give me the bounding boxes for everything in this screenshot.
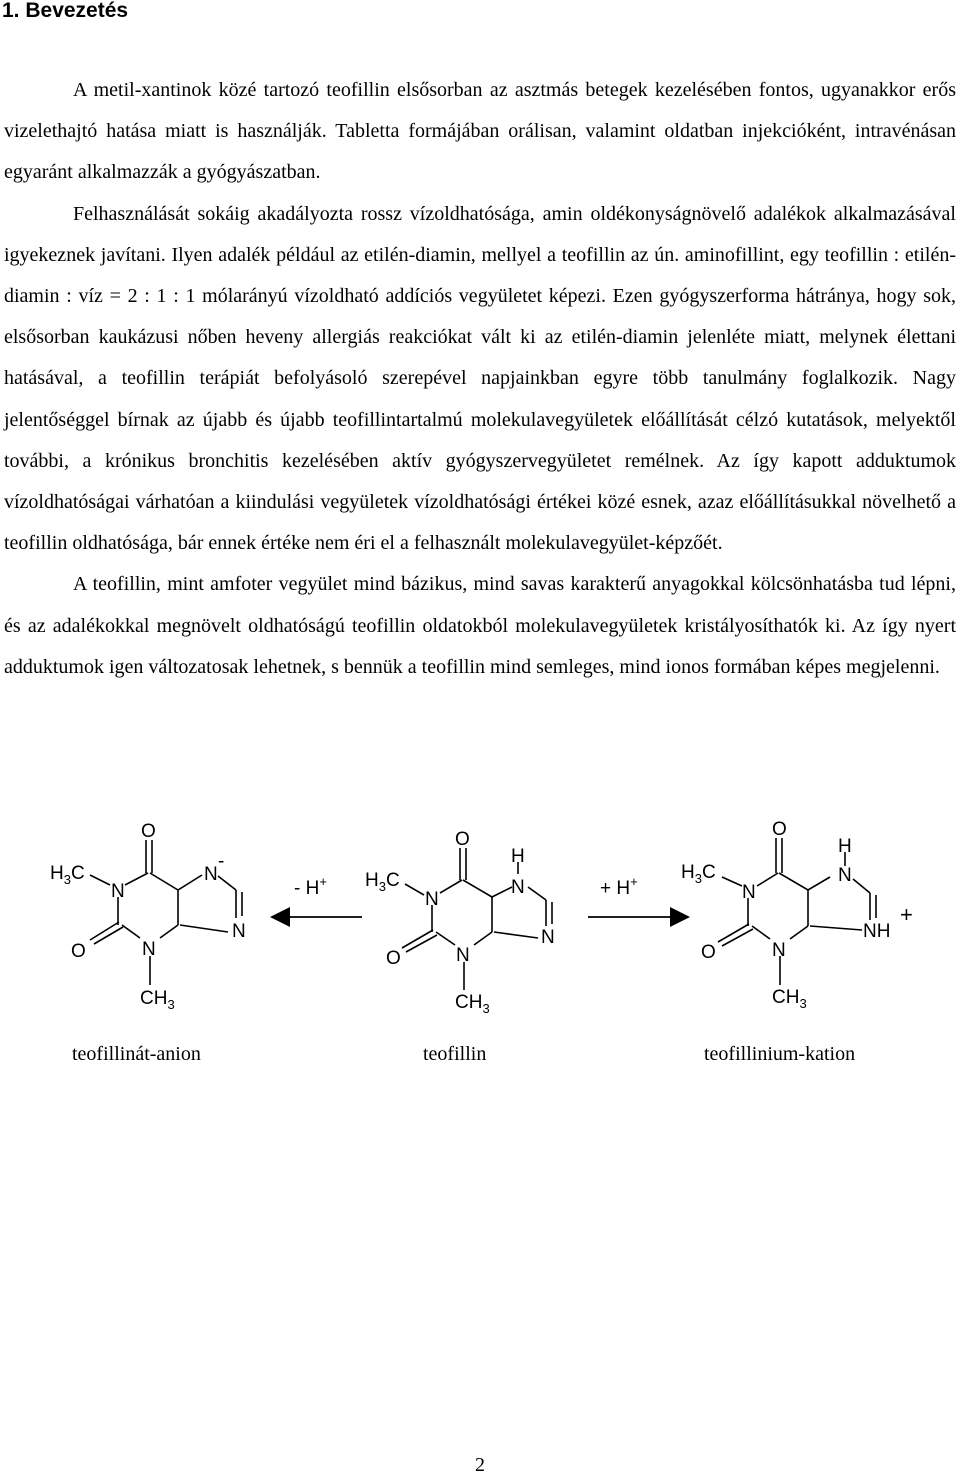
cation-methyl-bottom: $CH_3$ [772,987,807,1011]
cation-atom-n7: N [838,865,852,886]
neutral-atom-o-left: O [386,948,401,969]
anion-atom-n1: N [111,881,125,902]
cation-atom-o-left: O [701,942,716,963]
caption-neutral: teofillin [423,1043,487,1065]
anion-methyl-top: $H_3C$ [50,863,85,887]
anion-atom-n9: N [232,921,246,942]
neutral-atom-n9: N [541,927,555,948]
cation-methyl-top: $H_3C$ [681,862,716,886]
page-number: 2 [475,1454,485,1476]
paragraph-1: A metil-xantinok közé tartozó teofillin elsősorban az asztmás betegek kezelésében fontos, ugyanakkor erős vizelethajtó hatása miatt is használják. Tabletta formájában orálisan, valamint oldatban injekcióként, intravénásan egyaránt alkalmazzák a gyógyászatban. [4,79,956,184]
cation-atom-o-top: O [772,819,787,840]
paragraph-3: A teofillin, mint amfoter vegyület mind bázikus, mind savas karakterű anyagokkal kölcsönhatásba tud lépni, és az adalékokkal megnövelt oldhatóságú teofillin oldatokból molekulavegyületek kristályosíthatók ki. Az így nyert adduktumok igen változatosak lehetnek, s bennük a teofillin mind semleges, mind ionos formában képes megjelenni. [4,573,956,678]
body-text [4,70,956,688]
section-heading: 1. Bevezetés [2,0,129,22]
cation-atom-nh: NH [863,921,891,942]
neutral-atom-n1: N [425,889,439,910]
paragraph-2: Felhasználását sokáig akadályozta rossz vízoldhatósága, amin oldékonyságnövelő adalékok alkalmazásával igyekeznek javítani. Ilyen adalék például az etilén-diamin, mellyel a teofillin az ún. aminofillint, egy teofillin : etilén-diamin : víz = 2 : 1 : 1 mólarányú vízoldható addíciós vegyületet képezi. Ezen gyógyszerforma hátránya, hogy sok, elsősorban kaukázusi nőben heveny allergiás reakciókat vált ki az etilén-diamin jelenléte miatt, melynek élettani hatásával, a teofillin terápiát befolyásoló szerepével napjainkban egyre több tanulmány foglalkozik. Nagy jelentőséggel bírnak az újabb és újabb teofillintartalmú molekulavegyületek előállítását célzó kutatások, melyektől további, a krónikus bronchitis kezelésében aktív gyógyszervegyületet remélnek. Az így kapott adduktumok vízoldhatóságai várhatóan a kiindulási vegyületek vízoldhatósági értékei közé esnek, azaz előállításukkal növelhető a teofillin oldhatósága, bár ennek értéke nem éri el a felhasznált molekulavegyület-képzőét. [4,202,956,555]
neutral-atom-n7: N [511,877,525,898]
neutral-methyl-top: $H_3C$ [365,870,400,894]
anion-atom-o-top: O [141,821,156,842]
anion-atom-n3: N [142,939,156,960]
cation-atom-n3: N [772,940,786,961]
cation-atom-n1: N [742,882,756,903]
arrow-right-label: + H+ [600,874,638,899]
neutral-structure-bonds [402,848,552,990]
caption-cation: teofillinium-kation [704,1043,856,1065]
theophylline-equilibrium-figure [0,812,960,1022]
arrow-to-anion [270,907,362,927]
arrow-left-label: - H+ [294,874,327,899]
cation-structure-bonds [718,838,876,985]
anion-atom-o-left: O [71,941,86,962]
cation-atom-h: H [838,836,852,857]
cation-plus-charge: + [900,902,913,927]
neutral-atom-o-top: O [455,829,470,850]
anion-methyl-bottom: $CH_3$ [140,988,175,1012]
caption-anion: teofillinát-anion [72,1043,201,1065]
neutral-atom-n3: N [456,945,470,966]
neutral-methyl-bottom: $CH_3$ [455,992,490,1016]
arrow-to-cation [588,907,690,927]
anion-minus-charge: - [218,851,225,872]
anion-atom-n7: N [204,864,218,885]
neutral-atom-h: H [511,846,525,867]
